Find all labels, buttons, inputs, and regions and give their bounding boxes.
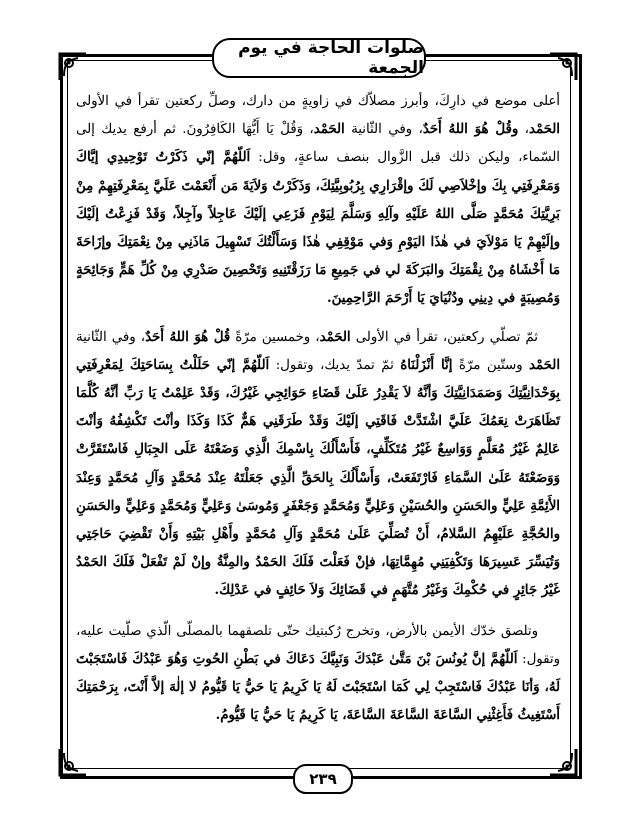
instruction-text: ، وفي الثّانية — [76, 329, 146, 345]
prayer-text: قُلْ هُوَ اللهُ أَحَدٌ — [145, 329, 231, 345]
page-title-cartouche — [212, 38, 426, 78]
ornamental-corner-icon — [58, 747, 88, 777]
prayer-text: الحَمْد — [313, 122, 345, 138]
paragraph — [76, 324, 560, 606]
instruction-text: ، وفي الثّانية — [344, 122, 423, 138]
paragraph — [76, 88, 560, 314]
instruction-text: . ثم أرفع يديك إلى السّماء، وليكن ذلك قبل الزَّوال بنصف ساعةٍ، وقل: — [76, 122, 561, 166]
prayer-text: الحَمْد — [529, 357, 561, 373]
instruction-text: ، — [302, 122, 314, 138]
ornamental-corner-icon — [548, 747, 578, 777]
prayer-text: الحَمْد — [528, 122, 560, 138]
prayer-text: الحَمْد — [319, 329, 351, 345]
instruction-text: وستّين مرّةً — [452, 357, 530, 373]
ornamental-corner-icon — [548, 52, 578, 82]
instruction-text: ثمّ تمدّ يديك، وتقول: — [269, 357, 401, 373]
prayer-text: إنَّا أَنْزَلْنَاهُ — [400, 357, 453, 373]
page-number: ٢٣٩ — [309, 770, 337, 788]
instruction-text: ، وخمسين مرّةً — [230, 329, 320, 345]
prayer-text: اَللّهُمَّ إنّي ذَكَرْتُ تَوْحِيدِي إيَّاكَ وَمَعْرِفَتِي بِكَ وإخْلاَصِي لَكَ وإقْرَارِي بِرُبُوبِيَّتِكَ، وَذَكَرْتُ وَلاَيَةَ مَن أَنْعَمْتَ عَلَيَّ بِمَعْرِفَتِهِمْ مِنْ بَرِيَّتِكَ مُحَمَّدٍ صَلَّى اللهُ عَلَيْهِ وآلِهِ وَسَلَّمَ لِيَوْمِ فَزَعِي إلَيْكَ عَاجِلاً وآجِلاً، وَقَدْ فَزِعْتُ إلَيْكَ وإلَيْهِمْ يَا مَوْلاَيَ في هٰذَا اليَوْمِ وَفي مَوْقِفِي هٰذَا وَسَأَلْتُكَ تَسْهِيلَ مَاذَنِي مِنْ نِعْمَتِكَ وإزَاحَةَ مَا أَخْشَاهُ مِنْ نِقْمَتِكَ والبَرَكَةَ لي في جَمِيعِ مَا رَزَقْتَنِيهِ وَتَحْصِينَ صَدْرِي مِنْ كُلِّ هَمٍّ وَجَائِحَةٍ وَمُصِيبَةٍ في دِينِي ودُنْيَايَ يَا أَرْحَمَ الرَّاحِمِينَ. — [76, 150, 560, 307]
instruction-text: أعلى موضع في دارِكَ، وأبرز مصلاّك في زاويةٍ من دارك، وصلِّ ركعتين تقرأ في الأولى — [76, 94, 560, 109]
instruction-text: وتلصق خدّك الأيمن بالأرض، وتخرج رُكبتيك حتّى تلصقهما بالمصلّى الّذي صلّيت عليه، وتقول: — [76, 623, 561, 667]
paragraph — [76, 618, 560, 731]
ornamental-corner-icon — [58, 52, 88, 82]
page-title: صلوات الحاجة في يوم الجمعة — [238, 38, 424, 78]
prayer-text: اَللّهُمَّ إنَّ يُونُسَ بْنَ مَتَّىٰ عَبْدَكَ وَنَبِيَّكَ دَعَاكَ في بَطْنِ الحُوتِ وَهُوَ عَبْدُكَ فَاسْتَجَبْتَ لَهُ، وَأنَا عَبْدُكَ فَاسْتَجِبْ لِي كَمَا اسْتَجَبْتَ لَهُ يَا كَرِيمُ يَا حَيُّ يَا قَيُّومُ لا إلٰهَ إلاَّ أَنْتَ، بِرَحْمَتِكَ أَسْتَغِيثُ فَأَغِثْنِي السَّاعَةَ السَّاعَةَ السَّاعَةَ، يَا كَرِيمُ يَا حَيُّ يَا قَيُّومُ. — [76, 651, 560, 724]
instruction-text: ثمّ تصلّي ركعتين، تقرأ في الأولى — [350, 329, 538, 345]
instruction-text: ، — [518, 122, 529, 138]
page-number-cartouche — [293, 764, 353, 794]
instruction-text: وَقُلْ يَا أَيُّهَا الكَافِرُونَ — [186, 122, 303, 138]
prayer-text: وقُلْ هُوَ اللهُ أَحَدٌ — [422, 122, 519, 138]
prayer-text: اَللّهُمَّ إنّي حَلَلْتُ بِسَاحَتِكَ لِمَعْرِفَتِي بِوَحْدَانِيَّتِكَ وَصَمَدَانِيَّتِكَ وَأنَّهُ لاَ يَقْدِرُ عَلَىٰ قَضَاءِ حَوَائِجِي غَيْرُكَ، وَقَدْ عَلِمْتُ يَا رَبِّ أنَّهُ كُلَّمَا تَظَاهَرَتْ نِعَمُكَ عَلَيَّ اشْتَدَّتْ فَاقَتِي إلَيْكَ وَقَدْ طَرَقَنِي هَمٌّ كَذَا وَكَذَا وأنْتَ تَكْشِفُهُ وَأنْتَ عَالِمٌ غَيْرُ مُعَلَّمٍ وَوَاسِعٌ غَيْرُ مُتَكَلِّفٍ، فَأَسْأَلُكَ بِاسْمِكَ الَّذِي وَضَعْتَهُ عَلَى الجِبَالِ فَاسْتَقَرَّتْ وَوَضَعْتَهُ عَلَىٰ السَّمَاءِ فَارْتَفَعَتْ، وَأَسْأَلُكَ بِالحَقِّ الَّذِي جَعَلْتَهُ عِنْدَ مُحَمَّدٍ وَآلِ مُحَمَّدٍ وَعِنْدَ الأَئِمَّةِ عَلِيٍّ والحَسَنِ والحُسَيْنِ وَعَلِيٍّ وَمُحَمَّدٍ وَجَعْفَرٍ وَمُوسَىٰ وَعَلِيٍّ وَمُحَمَّدٍ وَعَلِيٍّ والحَسَنِ والحُجَّةِ عَلَيْهِمُ السَّلامُ، أَنْ تُصَلِّيَ عَلَىٰ مُحَمَّدٍ وَآلِ مُحَمَّدٍ وأَهْلِ بَيْتِهِ وَأَنْ تَقْضِيَ حَاجَتِي وَتُيَسِّرَ عَسِيرَهَا وَتَكْفِيَنِي مُهِمَّاتِهَا، فإنْ فَعَلْتَ فَلَكَ الحَمْدُ والمِنَّةُ وإنْ لَمْ تَفْعَلْ فَلَكَ الحَمْدُ غَيْرُ جَائِرٍ في حُكْمِكَ وَغَيْرُ مُتَّهَمٍ في قَضَائِكَ وَلاَ حَائِفٍ في عَدْلِكَ. — [76, 357, 560, 599]
page-body — [76, 88, 560, 730]
